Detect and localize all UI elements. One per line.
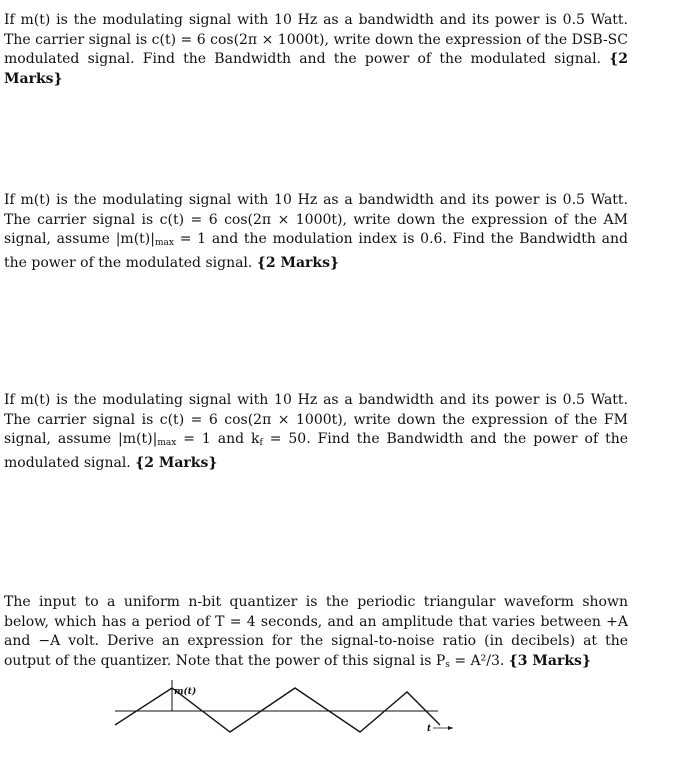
question-text-cont: = 1 and k xyxy=(176,431,260,447)
y-axis-label: m(t) xyxy=(174,687,197,697)
x-arrow-head xyxy=(448,726,453,730)
subscript-max: max xyxy=(154,238,174,248)
question-text: The input to a uniform n-bit quantizer is the periodic triangular waveform shown below, which has a period of T = 4 seconds, and an amplitude that varies between +A and −A volt. Derive an expression for the signal-to-noise ratio (in decibels) at the output of the quantizer. Note that the power of this signal is P xyxy=(4,594,628,669)
marks-label: {2 Marks} xyxy=(4,51,628,87)
question-quantizer xyxy=(4,593,628,675)
triangular-waveform-figure xyxy=(110,680,470,740)
question-am xyxy=(4,191,628,273)
question-text-cont: = 1 and the modulation index is 0.6. Find the Bandwidth and the power of the modulated signal. xyxy=(4,231,628,271)
question-text: If m(t) is the modulating signal with 10 Hz as a bandwidth and its power is 0.5 Watt. The carrier signal is c(t) = 6 cos(2π × 1000t), write down the expression of the FM signal, assume |m(t)| xyxy=(4,392,628,447)
question-text-cont2: = 50. Find the Bandwidth and the power of the modulated signal. xyxy=(4,431,628,471)
question-fm xyxy=(4,391,628,473)
subscript-s: s xyxy=(445,659,450,670)
question-text: If m(t) is the modulating signal with 10 Hz as a bandwidth and its power is 0.5 Watt. The carrier signal is c(t) = 6 cos(2π × 1000t), write down the expression of the AM signal, assume |m(t)| xyxy=(4,192,628,247)
triangle-wave xyxy=(115,688,440,732)
x-axis-label: t xyxy=(427,724,432,734)
marks-label: {2 Marks} xyxy=(256,254,339,271)
question-text-cont: = A²/3. xyxy=(449,652,505,669)
question-text: If m(t) is the modulating signal with 10 Hz as a bandwidth and its power is 0.5 Watt. The carrier signal is c(t) = 6 cos(2π × 1000t), write down the expression of the DSB-SC modulated signal. Find the Bandwidth and the power of the modulated signal. xyxy=(4,12,628,67)
question-dsb-sc xyxy=(4,11,628,89)
marks-label: {2 Marks} xyxy=(135,454,218,471)
marks-label: {3 Marks} xyxy=(508,652,591,669)
subscript-f: f xyxy=(259,438,263,448)
subscript-max: max xyxy=(157,438,177,448)
